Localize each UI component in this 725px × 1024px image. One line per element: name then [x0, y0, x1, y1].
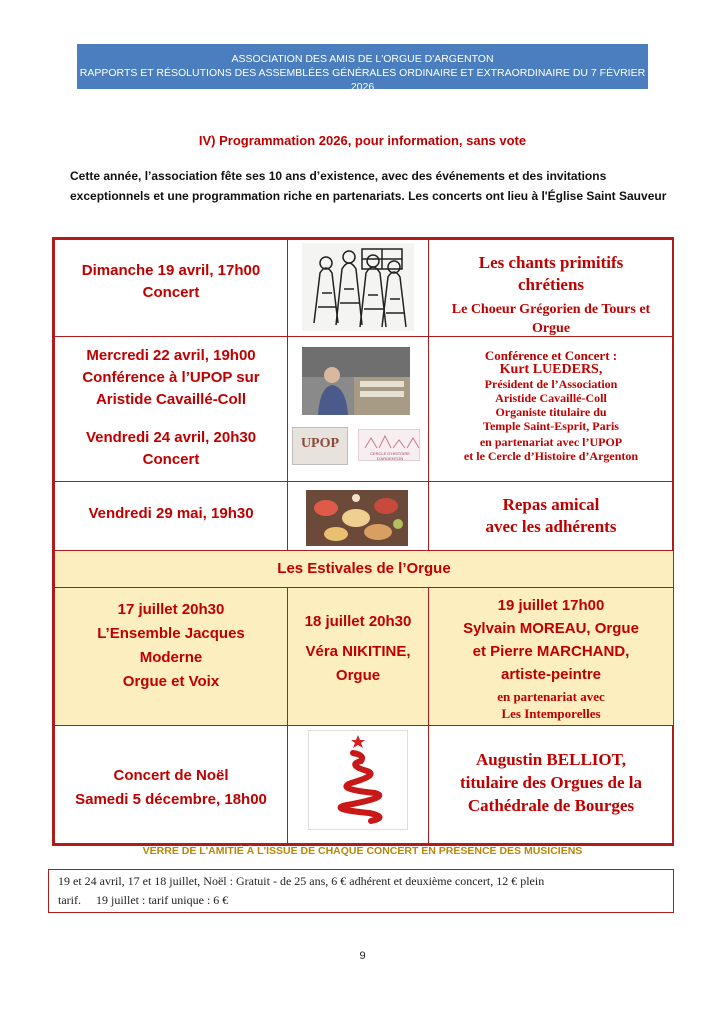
row3-image-cell: [287, 481, 429, 551]
row5-c3-performer1: Sylvain MOREAU, Orgue: [463, 620, 639, 637]
row3-title-cell: [428, 481, 674, 551]
page-number: 9: [359, 950, 366, 962]
row6-date: Samedi 5 décembre, 18h00: [75, 791, 267, 808]
estivales-title: Les Estivales de l’Orgue: [277, 560, 451, 577]
row5-c1-ensemble: L’Ensemble Jacques: [97, 625, 245, 642]
row2-event-type: Conférence et Concert :: [484, 348, 618, 363]
row5-c3-date: 19 juillet 17h00: [497, 597, 605, 614]
row3-date: Vendredi 29 mai, 19h30: [88, 505, 254, 522]
row2-performer: Kurt LUEDERS,: [499, 362, 603, 377]
row5-col2: [287, 587, 429, 726]
row6-performer: Augustin BELLIOT,: [476, 750, 626, 769]
organist-photo: [302, 347, 410, 415]
row5-c2-instrument: Orgue: [335, 667, 381, 684]
cercle-logo-text: CERCLE D'HISTOIRE D'ARGENTON: [370, 451, 410, 461]
row5-c2-performer: Véra NIKITINE,: [305, 643, 411, 660]
row5-c3-role: artiste-peintre: [500, 666, 602, 683]
upop-logo-text: UPOP: [300, 436, 340, 451]
shared-meal-photo: [306, 490, 408, 546]
row2-role3: Organiste titulaire du: [495, 405, 607, 419]
tariff-line1: 19 et 24 avril, 17 et 18 juillet, Noël : Gratuit - de 25 ans, 6 € adhérent et deuxième concert, 12 € plein: [58, 874, 545, 888]
row2-concert-label: Concert: [142, 451, 200, 468]
row3-title: Repas amical: [502, 495, 600, 514]
row1-type: Concert: [142, 284, 200, 301]
row5-c2-date: 18 juillet 20h30: [304, 613, 412, 630]
row5-c3-partner: Les Intemporelles: [501, 706, 601, 721]
row3-subtitle: avec les adhérents: [485, 517, 617, 536]
row2-concert-date: Vendredi 24 avril, 20h30: [85, 429, 257, 446]
tariff-line2: tarif. 19 juillet : tarif unique : 6 €: [58, 893, 229, 907]
row1-subtitle: Le Choeur Grégorien de Tours et Orgue: [451, 302, 651, 336]
header-association-name: ASSOCIATION DES AMIS DE L'ORGUE D'ARGENTON: [231, 53, 494, 65]
row6-date-cell: [54, 725, 288, 844]
row1-title-cell: [428, 239, 674, 337]
row2-image-cell: [287, 336, 429, 482]
row5-c3-performer2: et Pierre MARCHAND,: [472, 643, 630, 660]
document-header-banner: [77, 44, 648, 93]
row5-col3: [428, 587, 674, 726]
row2-partner1: en partenariat avec l’UPOP: [479, 435, 623, 449]
row5-c1-ensemble2: Moderne: [139, 649, 203, 666]
program-table: [52, 237, 674, 846]
row2-conference-label: Conférence à l’UPOP sur: [82, 369, 260, 386]
row1-title: Les chants primitifs chrétiens: [478, 253, 624, 294]
header-report-title: RAPPORTS ET RÉSOLUTIONS DES ASSEMBLÉES GÉNÉRALES ORDINAIRE ET EXTRAORDINAIRE DU 7 FÉVRIER 2026: [79, 67, 646, 93]
cercle-histoire-logo: [358, 429, 420, 461]
row5-c3-partner-label: en partenariat avec: [497, 689, 605, 704]
row6-role: titulaire des Orgues de la: [460, 773, 642, 792]
row2-title-cell: [428, 336, 674, 482]
row2-date-cell: [54, 336, 288, 482]
section-title: IV) Programmation 2026, pour information, sans vote: [198, 133, 527, 148]
row6-event: Concert de Noël: [113, 767, 229, 784]
row2-role4: Temple Saint-Esprit, Paris: [483, 419, 619, 433]
friendship-drink-note: VERRE DE L'AMITIÉ À L'ISSUE DE CHAQUE CONCERT EN PRÉSENCE DES MUSICIENS: [142, 845, 583, 857]
row5-col1: [54, 587, 288, 726]
row1-date: Dimanche 19 avril, 17h00: [81, 262, 261, 279]
row1-date-cell: [54, 239, 288, 337]
row2-role2: Aristide Cavaillé-Coll: [495, 391, 607, 405]
row1-image-cell: [287, 239, 429, 337]
gregorian-choir-engraving: [302, 243, 414, 331]
christmas-tree-illustration: [308, 730, 408, 830]
row3-date-cell: [54, 481, 288, 551]
estivales-banner: [54, 550, 674, 588]
upop-logo: [292, 427, 348, 465]
row6-title-cell: [428, 725, 674, 844]
row2-conference-subject: Aristide Cavaillé-Coll: [95, 391, 247, 408]
row2-role1: Président de l’Association: [484, 377, 618, 391]
row6-venue: Cathédrale de Bourges: [467, 796, 635, 815]
tariff-box: [48, 869, 674, 913]
row2-conference-date: Mercredi 22 avril, 19h00: [86, 347, 256, 364]
row5-c1-date: 17 juillet 20h30: [117, 601, 225, 618]
intro-paragraph: Cette année, l’association fête ses 10 ans d’existence, avec des événements et des invitations exceptionnels et une programmation riche en partenariats. Les concerts ont lieu à l'Église Saint Sauveur: [70, 169, 667, 203]
row5-c1-program: Orgue et Voix: [122, 673, 220, 690]
row2-partner2: et le Cercle d’Histoire d’Argenton: [463, 449, 639, 463]
row6-image-cell: [287, 725, 429, 844]
